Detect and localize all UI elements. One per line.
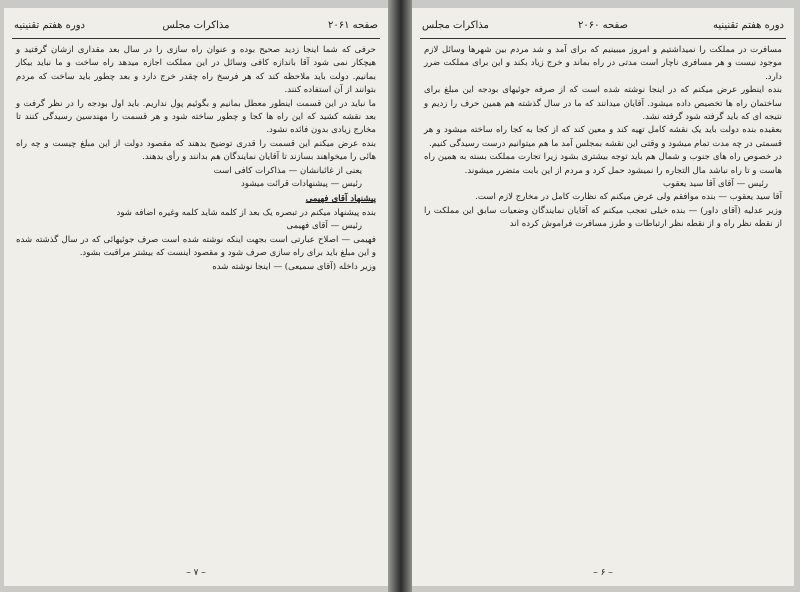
right-paragraph: مسافرت در مملکت را نمیداشتیم و امروز میبینیم که برای آمد و شد مردم بین شهرها وسائل لازم موجود نیست و هر مسافری ناچار است مدتی در راه بماند و خرج زیاد بکند و این برای مملکت ضرر دارد. bbox=[424, 45, 782, 82]
right-page-footer: – ۶ – bbox=[593, 568, 613, 578]
right-paragraph: بعقیده بنده دولت باید یک نقشه کامل تهیه کند و معین کند که از کجا به کجا راه ساخته میشود و هر قسمتی در چه مدت تمام میشود و وقتی این نقشه بمجلس آمد ما هم میتوانیم درست رسیدگی کنیم. bbox=[424, 125, 782, 149]
proposal-text: بنده پیشنهاد میکنم در تبصره یک بعد از کلمه شاید کلمه وغیره اضافه شود bbox=[116, 207, 376, 218]
left-closing-line: وزیر داخله (آقای سمیعی) — اینجا نوشته شده bbox=[212, 261, 376, 272]
left-speaker-line: رئیس — پیشنهادات قرائت میشود bbox=[241, 179, 362, 190]
right-page-title: مذاکرات مجلس bbox=[422, 20, 489, 31]
right-page-header bbox=[422, 20, 784, 36]
right-paragraph: بنده اینطور عرض میکنم که در اینجا نوشته شده است که از صرفه جوئیهای بودجه این مبلغ برای ساختمان راه ها تخصیص داده میشود. آقایان میدانند که ما در سال گذشته هم همین حرف را زدیم و نتیجه ای که باید گرفته شود گرفته نشد. bbox=[424, 85, 782, 123]
right-speaker-line: رئیس — آقای آقا سید یعقوب bbox=[662, 179, 768, 190]
left-page-title: مذاکرات مجلس bbox=[162, 20, 230, 31]
left-paragraph: بنده عرض میکنم این قسمت را قدری توضیح بدهند که مقصود دولت از این مبلغ چیست و چه راه هائی را میخواهند بسازند تا آقایان نمایندگان هم بدانند و رأی بدهند. bbox=[16, 138, 376, 163]
left-page bbox=[4, 8, 388, 586]
right-paragraph: آقا سید یعقوب — بنده موافقم ولی عرض میکنم که نظارت کامل در مخارج لازم است. bbox=[475, 192, 782, 203]
right-paragraph: در خصوص راه های جنوب و شمال هم باید توجه بیشتری بشود زیرا تجارت مملکت بسته به همین راه هاست و تا راه نباشد مال التجاره را نمیشود حمل کرد و مردم از این بابت متضرر میشوند. bbox=[424, 152, 782, 176]
left-page-body bbox=[16, 44, 376, 558]
right-page-session: دوره هفتم تقنینیه bbox=[713, 20, 784, 31]
right-page-body bbox=[424, 44, 782, 558]
left-paragraph: ما نباید در این قسمت اینطور معطل بمانیم و بگوئیم پول نداریم. باید اول بودجه را در نظر گرفت و بعد نقشه کشید که این راه ها کجا و چطور ساخته شود و هر قسمت را مهندسین رسیدگی کنند تا مخارج زیادی بدون فائده نشود. bbox=[16, 98, 376, 136]
right-page-number: صفحه ۲۰۶۰ bbox=[577, 20, 629, 31]
right-page bbox=[412, 8, 794, 586]
left-page-header bbox=[14, 20, 378, 36]
right-closing-line: وزیر عدلیه (آقای داور) — بنده خیلی تعجب میکنم که آقایان نمایندگان وضعیات سابق این مملکت را از نقطه نظر راه و از نقطه نظر ارتباطات و طرز مسافرت فراموش کرده اند bbox=[424, 205, 782, 230]
left-paragraph: حرفی که شما اینجا زدید صحیح بوده و عنوان راه سازی را در سال بعد مقداری ازشان گرفتید و هیچکار نمی شود آقا باندازه کافی وسائل در این مملکت اجازه میدهد راه ساخت و ما نباید بیکار بمانیم. دولت باید ملاحظه کند که هر فرسخ راه چقدر خرج دارد و بعد چطور باید ساخت که مردم بتوانند از آن استفاده کنند. bbox=[16, 45, 376, 96]
left-speaker-line: یعنی از غائبانشان — مذاکرات کافی است bbox=[213, 165, 362, 176]
right-header-rule bbox=[420, 38, 786, 39]
book-gutter bbox=[388, 0, 412, 592]
left-paragraph: فهیمی — اصلاح عبارتی است بجهت اینکه نوشته شده است صرف جوئیهائی که در سال گذشته شده و این مبلغ باید برای راه سازی صرف شود و مقصود اینست که بیشتر مراقبت بشود. bbox=[16, 234, 376, 259]
left-page-session: دوره هفتم تقنینیه bbox=[14, 20, 85, 31]
left-header-rule bbox=[12, 38, 380, 39]
left-page-footer: – ۷ – bbox=[186, 568, 206, 578]
left-speaker-line: رئیس — آقای فهیمی bbox=[286, 221, 362, 232]
proposal-title: پیشنهاد آقای فهیمی bbox=[305, 194, 376, 205]
left-page-number: صفحه ۲۰۶۱ bbox=[327, 20, 378, 31]
